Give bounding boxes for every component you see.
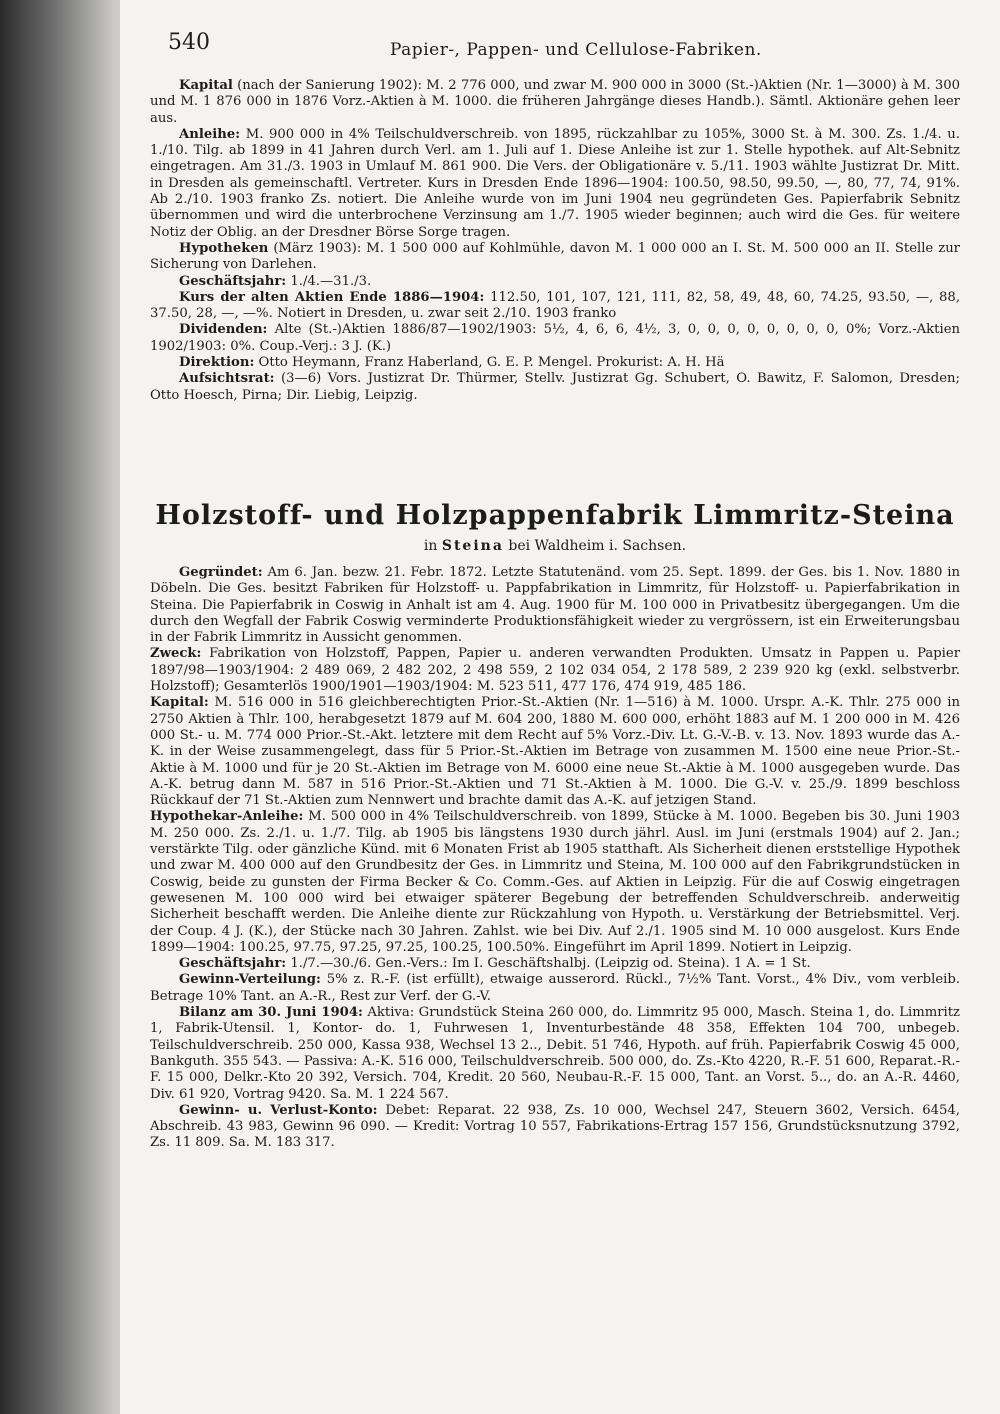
entry-label: Direktion: <box>179 355 255 371</box>
entry-text: Debet: Reparat. 22 938, Zs. 10 000, Wechsel 247, Steuern 3602, Versich. 6454, Abschreib. 43 983, Gewinn 96 090. — Kredit: Vortrag 10 557, Fabrikations-Ertrag 157 156, Grundstücksnutzung 3792, Zs. 11 809. Sa. M. 183 317. <box>150 1102 960 1151</box>
running-title: Papier-, Pappen- und Cellulose-Fabriken. <box>390 40 762 60</box>
entry-hypotheken <box>150 241 960 274</box>
location-city: Steina <box>441 538 504 554</box>
entry-direktion <box>150 355 960 371</box>
entry-label: Gegründet: <box>179 565 263 580</box>
entry-kurs <box>150 290 960 323</box>
entry-text: Alte (St.-)Aktien 1886/87—1902/1903: 5½, 4, 6, 6, 4½, 3, 0, 0, 0, 0, 0, 0, 0, 0, 0%; Vorz.-Aktien 1902/1903: 0%. Coup.-Verj.: 3 J. (K.) <box>150 322 960 354</box>
company-location <box>150 538 960 554</box>
page-header <box>160 30 960 70</box>
entry-text: 1./7.—30./6. Gen.-Vers.: Im I. Geschäftshalbj. (Leipzig od. Steina). 1 A. = 1 St. <box>286 956 811 972</box>
entry-text: (März 1903): M. 1 500 000 auf Kohlmühle, davon M. 1 000 000 an I. St. M. 500 000 an II. Stelle zur Sicherung von Darlehen. <box>150 240 960 273</box>
previous-company-section <box>150 78 960 404</box>
entry-label: Geschäftsjahr: <box>179 273 287 289</box>
entry-text: (nach der Sanierung 1902): M. 2 776 000, und zwar M. 900 000 in 3000 (St.-)Aktien (Nr. 1—3000) à M. 300 und M. 1 876 000 in 1876 Vorz.-Aktien à M. 1000. die früheren Jahrgänge dieses Handb.). Sämtl. Aktionäre gehen leer aus. <box>150 78 960 126</box>
entry-label: Dividenden: <box>179 322 268 338</box>
entry-text: M. 500 000 in 4% Teilschuldverschreib. von 1899, Stücke à M. 1000. Begeben bis 30. Juni 1903 M. 250 000. Zs. 2./1. u. 1./7. Tilg. ab 1905 bis längstens 1930 durch jährl. Ausl. im Juni (erstmals 1904) auf 2. Jan.; verstärkte Tilg. oder gänzliche Künd. mit 6 Monaten Frist ab 1905 statthaft. Als Sicherheit dienen erststellige Hypothek und zwar M. 400 000 auf den Grundbesitz der Ges. in Limmritz und Steina, M. 100 000 auf den Fabrikgrundstücken in Coswig, beide zu gunsten der Firma Becker & Co. Comm.-Ges. auf Aktien in Leipzig. Für die auf Coswig eingetragen gewesenen M. 100 000 wird bei etwaiger späterer Begebung der betreffenden Schuldverschreib. anderweitig Sicherheit beschafft werden. Die Anleihe diente zur Rückzahlung von Hypoth. u. Verstärkung der Betriebsmittel. Verj. der Coup. 4 J. (K.), der Stücke nach 30 Jahren. Zahlst. wie bei Div. Auf 2./1. 1905 sind M. 10 000 ausgelost. Kurs Ende 1899—1904: 100.25, 97.75, 97.25, 97.25, 100.25, 100.50%. Eingeführt im April 1899. Notiert in Leipzig. <box>150 809 960 955</box>
entry-anleihe <box>150 127 960 241</box>
company-title: Holzstoff- und Holzpappenfabrik Limmritz-Steina <box>155 500 955 531</box>
entry-text: 5% z. R.-F. (ist erfüllt), etwaige ausserord. Rückl., 7½% Tant. Vorst., 4% Div., vom verbleib. Betrage 10% Tant. an A.-R., Rest zur Verf. der G.-V. <box>150 972 960 1004</box>
entry-text: 1./4.—31./3. <box>286 273 372 289</box>
company-entry-section <box>150 565 960 1152</box>
entry-text: Fabrikation von Holzstoff, Pappen, Papier u. anderen verwandten Produkten. Umsatz in Pappen u. Papier 1897/98—1903/1904: 2 489 069, 2 482 202, 2 498 559, 2 102 034 054, 2 178 589, 2 239 920 kg (exkl. selbstverbr. Holzstoff); Gesamterlös 1900/1901—1903/1904: M. 523 511, 477 176, 474 919, 485 186. <box>150 646 960 695</box>
entry-label: Gewinn- u. Verlust-Konto: <box>179 1102 378 1118</box>
entry-text: M. 516 000 in 516 gleichberechtigten Prior.-St.-Aktien (Nr. 1—516) à M. 1000. Urspr. A.-K. Thlr. 275 000 in 2750 Aktien à Thlr. 100, herabgesetzt 1879 auf M. 604 200, 1880 M. 600 000, erhöht 1883 auf M. 1 200 000 in M. 426 000 St.- u. M. 774 000 Prior.-St.-Akt. letztere mit dem Recht auf 5% Vorz.-Div. Lt. G.-V.-B. v. 13. Nov. 1893 wurde das A.-K. in der Weise zusammengelegt, dass für 5 Prior.-St.-Aktien im Betrage von zusammen M. 1500 eine neue Prior.-St.-Aktie à M. 1000 und für je 20 St.-Aktien im Betrage von M. 6000 eine neue St.-Aktie à M. 1000 ausgegeben wurde. Das A.-K. betrug dann M. 587 in 516 Prior.-St.-Aktien und 71 St.-Aktien à M. 1000. Die G.-V. v. 25./9. 1899 beschloss Rückkauf der 71 St.-Aktien zum Nennwert und brachte damit das A.-K. auf jetzigen Stand. <box>150 695 960 809</box>
location-prefix: in <box>423 538 442 554</box>
location-suffix: bei Waldheim i. Sachsen. <box>503 538 687 554</box>
entry-geschaeftsjahr <box>150 956 960 972</box>
entry-dividenden <box>150 322 960 355</box>
entry-gegruendet <box>150 565 960 646</box>
entry-geschaeftsjahr <box>150 274 960 290</box>
entry-label: Aufsichtsrat: <box>179 371 275 387</box>
entry-gewinn-verteilung <box>150 972 960 1005</box>
entry-label: Anleihe: <box>179 126 241 142</box>
entry-label: Zweck: <box>150 646 202 662</box>
entry-label: Hypotheken <box>179 240 269 256</box>
entry-kapital <box>150 78 960 127</box>
entry-gewinn-verlust <box>150 1103 960 1152</box>
page-number: 540 <box>168 30 210 55</box>
entry-text: (3—6) Vors. Justizrat Dr. Thürmer, Stellv. Justizrat Gg. Schubert, O. Bawitz, F. Salomon, Dresden; Otto Hoesch, Pirna; Dir. Liebig, Leipzig. <box>150 371 960 403</box>
entry-text: Aktiva: Grundstück Steina 260 000, do. Limmritz 95 000, Masch. Steina 1, do. Limmritz 1, Fabrik-Utensil. 1, Kontor- do. 1, Fuhrwesen 1, Inventurbestände 48 358, Effekten 104 700, unbegeb. Teilschuldverschreib. 250 000, Kassa 938, Wechsel 13 2.., Debit. 51 746, Hypoth. auf früh. Papierfabrik Coswig 45 000, Bankguth. 355 543. — Passiva: A.-K. 516 000, Teilschuldverschreib. 500 000, do. Zs.-Kto 4220, R.-F. 51 600, Reparat.-R.-F. 15 000, Delkr.-Kto 20 392, Versich. 704, Kredit. 20 560, Neubau-R.-F. 15 000, Tant. an Vorst. 5.., do. an A.-R. 4460, Div. 61 920, Vortrag 9420. Sa. M. 1 224 567. <box>150 1005 960 1102</box>
entry-label: Kapital: <box>150 695 209 711</box>
entry-label: Bilanz am 30. Juni 1904: <box>179 1005 363 1021</box>
entry-text: M. 900 000 in 4% Teilschuldverschreib. von 1895, rückzahlbar zu 105%, 3000 St. à M. 300. Zs. 1./4. u. 1./10. Tilg. ab 1899 in 41 Jahren durch Verl. am 1. Juli auf 1. Diese Anleihe ist zur 1. Stelle hypothek. auf Alt-Sebnitz eingetragen. Am 31./3. 1903 in Umlauf M. 861 900. Die Vers. der Obligationäre v. 5./11. 1903 wählte Justizrat Dr. Mitt. in Dresden als gemeinschaftl. Vertreter. Kurs in Dresden Ende 1896—1904: 100.50, 98.50, 99.50, —, 80, 77, 74, 91%. Ab 2./10. 1903 franko Zs. notiert. Die Anleihe wurde von im Juni 1904 neu gegründeten Ges. Papierfabrik Sebnitz übernommen und wird die unterbrochene Verzinsung am 1./7. 1905 wieder beginnen; auch wird die Ges. für weitere Notiz der Oblig. an der Dresdner Börse Sorge tragen. <box>150 126 960 240</box>
entry-label: Kurs der alten Aktien Ende 1886—1904: <box>179 289 485 305</box>
entry-bilanz <box>150 1005 960 1103</box>
entry-text: Otto Heymann, Franz Haberland, G. E. P. Mengel. Prokurist: A. H. Hä <box>254 355 725 371</box>
entry-label: Kapital <box>179 78 233 93</box>
entry-text: Am 6. Jan. bezw. 21. Febr. 1872. Letzte Statutenänd. vom 25. Sept. 1899. der Ges. bis 1. Nov. 1880 in Döbeln. Die Ges. besitzt Fabriken für Holzstoff- u. Pappfabrikation in Limmritz, für Holzstoff- u. Papierfabrikation in Steina. Die Papierfabrik in Coswig in Anhalt ist am 4. Aug. 1900 für M. 100 000 in Privatbesitz übergegangen. Um die durch den Wegfall der Fabrik Coswig verminderte Produktionsfähigkeit wieder zu vergrössern, ist ein Erweiterungsbau in der Fabrik Limmritz in Aussicht genommen. <box>150 565 960 646</box>
entry-hypothekar-anleihe <box>150 809 960 956</box>
entry-label: Gewinn-Verteilung: <box>179 972 321 988</box>
entry-zweck <box>150 646 960 695</box>
entry-label: Hypothekar-Anleihe: <box>150 809 304 825</box>
entry-kapital <box>150 695 960 809</box>
entry-text: 112.50, 101, 107, 121, 111, 82, 58, 49, 48, 60, 74.25, 93.50, —, 88, 37.50, 28, —, —%. Notiert in Dresden, u. zwar seit 2./10. 1903 franko <box>150 289 961 322</box>
entry-aufsichtsrat <box>150 371 960 404</box>
entry-label: Geschäftsjahr: <box>179 956 287 972</box>
